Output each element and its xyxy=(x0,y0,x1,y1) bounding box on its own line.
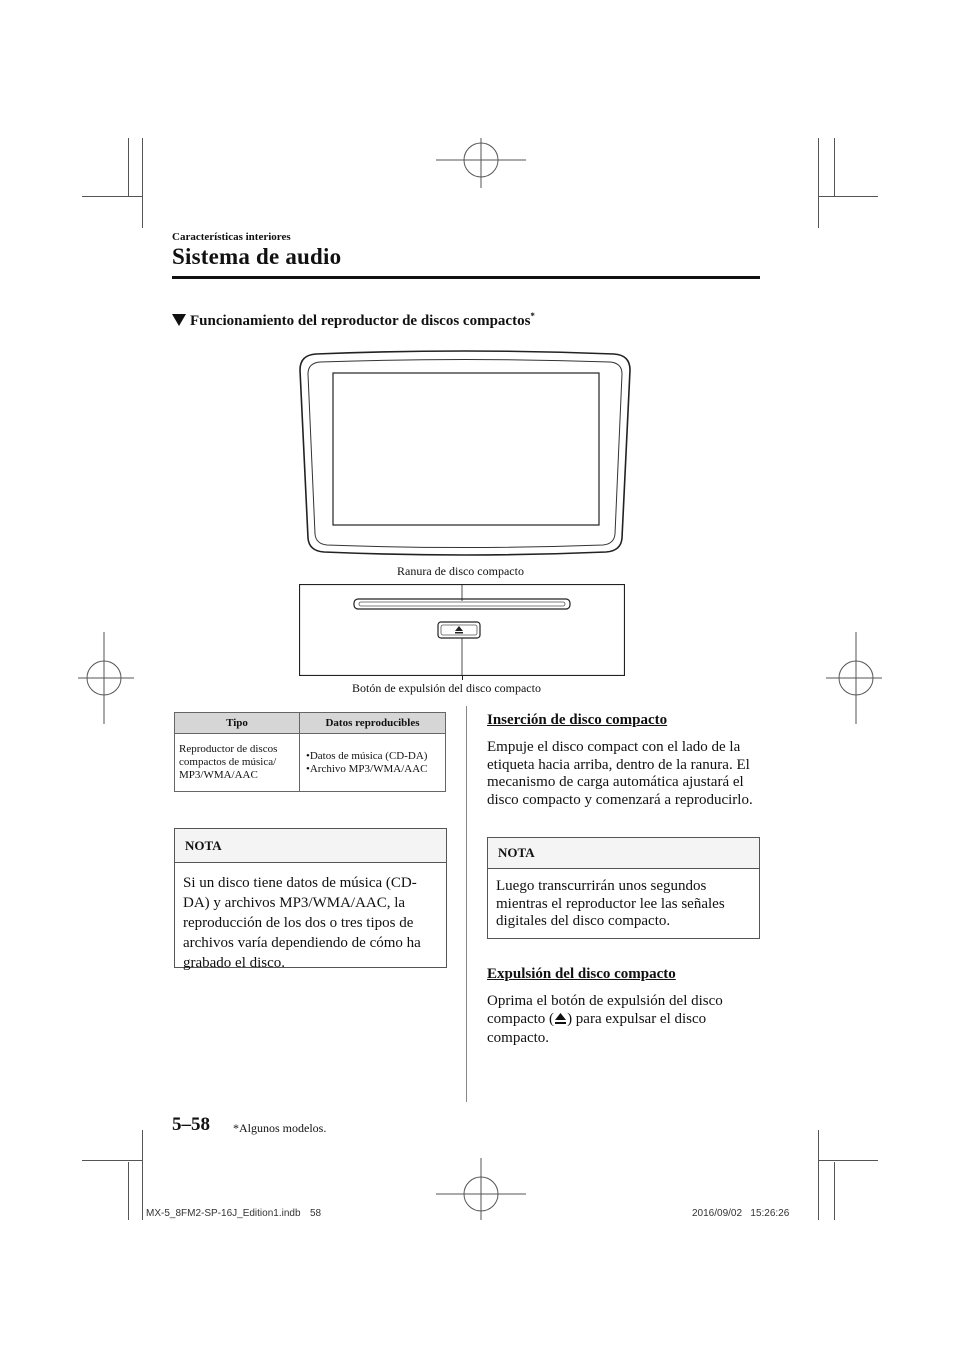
crop-mark xyxy=(142,1130,143,1220)
note-heading: NOTA xyxy=(488,838,759,869)
subheading xyxy=(172,311,535,330)
table-cell-type: Reproductor de discos compactos de música/ MP3/WMA/AAC xyxy=(175,734,300,792)
column-divider xyxy=(466,706,467,1102)
footnote: *Algunos modelos. xyxy=(233,1121,327,1135)
heading-eject: Expulsión del disco compacto xyxy=(487,966,676,982)
spec-table xyxy=(174,712,446,792)
heading-insert: Inserción de disco compacto xyxy=(487,712,668,728)
caption-slot: Ranura de disco compacto xyxy=(397,564,524,578)
registration-mark xyxy=(78,632,134,724)
note-body: Luego transcurrirán unos segundos mientras el reproductor lee las señales digitales del disco compacto. xyxy=(496,878,725,930)
crop-mark xyxy=(834,1162,835,1220)
note-box-right xyxy=(487,837,760,939)
section-label: Características interiores xyxy=(172,231,291,243)
crop-mark xyxy=(818,1160,878,1161)
crop-mark xyxy=(128,138,129,196)
page-title: Sistema de audio xyxy=(172,244,342,269)
paragraph-insert: Empuje el disco compact con el lado de la etiqueta hacia arriba, dentro de la ranura. El mecanismo de carga automática ajustará el disco compacto y comenzará a reproducirlo. xyxy=(487,739,753,808)
list-item: •Archivo MP3/WMA/AAC xyxy=(306,762,428,775)
caption-eject: Botón de expulsión del disco compacto xyxy=(352,681,541,695)
leader-line xyxy=(462,676,463,680)
note-box-left xyxy=(174,828,447,971)
eject-text-before: Oprima el botón de expulsión del disco compacto ( xyxy=(487,993,723,1027)
table-header-tipo: Tipo xyxy=(175,713,300,734)
file-name: MX-5_8FM2-SP-16J_Edition1.indb xyxy=(146,1208,301,1219)
list-item: •Datos de música (CD-DA) xyxy=(306,749,428,762)
subheading-text: Funcionamiento del reproductor de discos compactos xyxy=(190,313,531,329)
page-number: 5–58 xyxy=(172,1114,210,1135)
crop-mark xyxy=(142,138,143,228)
eject-icon xyxy=(554,1012,567,1031)
table-cell-data xyxy=(300,734,446,792)
registration-mark xyxy=(436,1158,526,1220)
note-body: Si un disco tiene datos de música (CD-DA) y archivos MP3/WMA/AAC, la reproducción de los dos o tres tipos de archivos varía dependiendo de cómo ha grabado el disco. xyxy=(183,875,421,971)
crop-mark xyxy=(818,196,878,197)
crop-mark xyxy=(82,196,142,197)
triangle-marker-icon xyxy=(172,314,186,326)
file-page: 58 xyxy=(310,1208,322,1219)
crop-mark xyxy=(128,1162,129,1220)
paragraph-eject xyxy=(487,993,757,1048)
cd-panel-illustration xyxy=(299,584,625,681)
header-rule xyxy=(172,276,760,279)
crop-mark xyxy=(818,1130,819,1220)
table-header-datos: Datos reproducibles xyxy=(300,713,446,734)
crop-mark xyxy=(818,138,819,228)
crop-mark xyxy=(82,1160,142,1161)
print-timestamp: 2016/09/02 15:26:26 xyxy=(692,1208,790,1219)
display-illustration xyxy=(296,350,634,561)
crop-mark xyxy=(834,138,835,196)
table-header-row xyxy=(175,713,446,734)
table-row xyxy=(175,734,446,792)
subheading-marker: * xyxy=(530,311,535,321)
registration-mark xyxy=(436,138,526,188)
eject-text-after: ) para expulsar el disco compacto. xyxy=(487,1010,707,1047)
registration-mark xyxy=(826,632,882,724)
note-heading: NOTA xyxy=(175,829,446,863)
